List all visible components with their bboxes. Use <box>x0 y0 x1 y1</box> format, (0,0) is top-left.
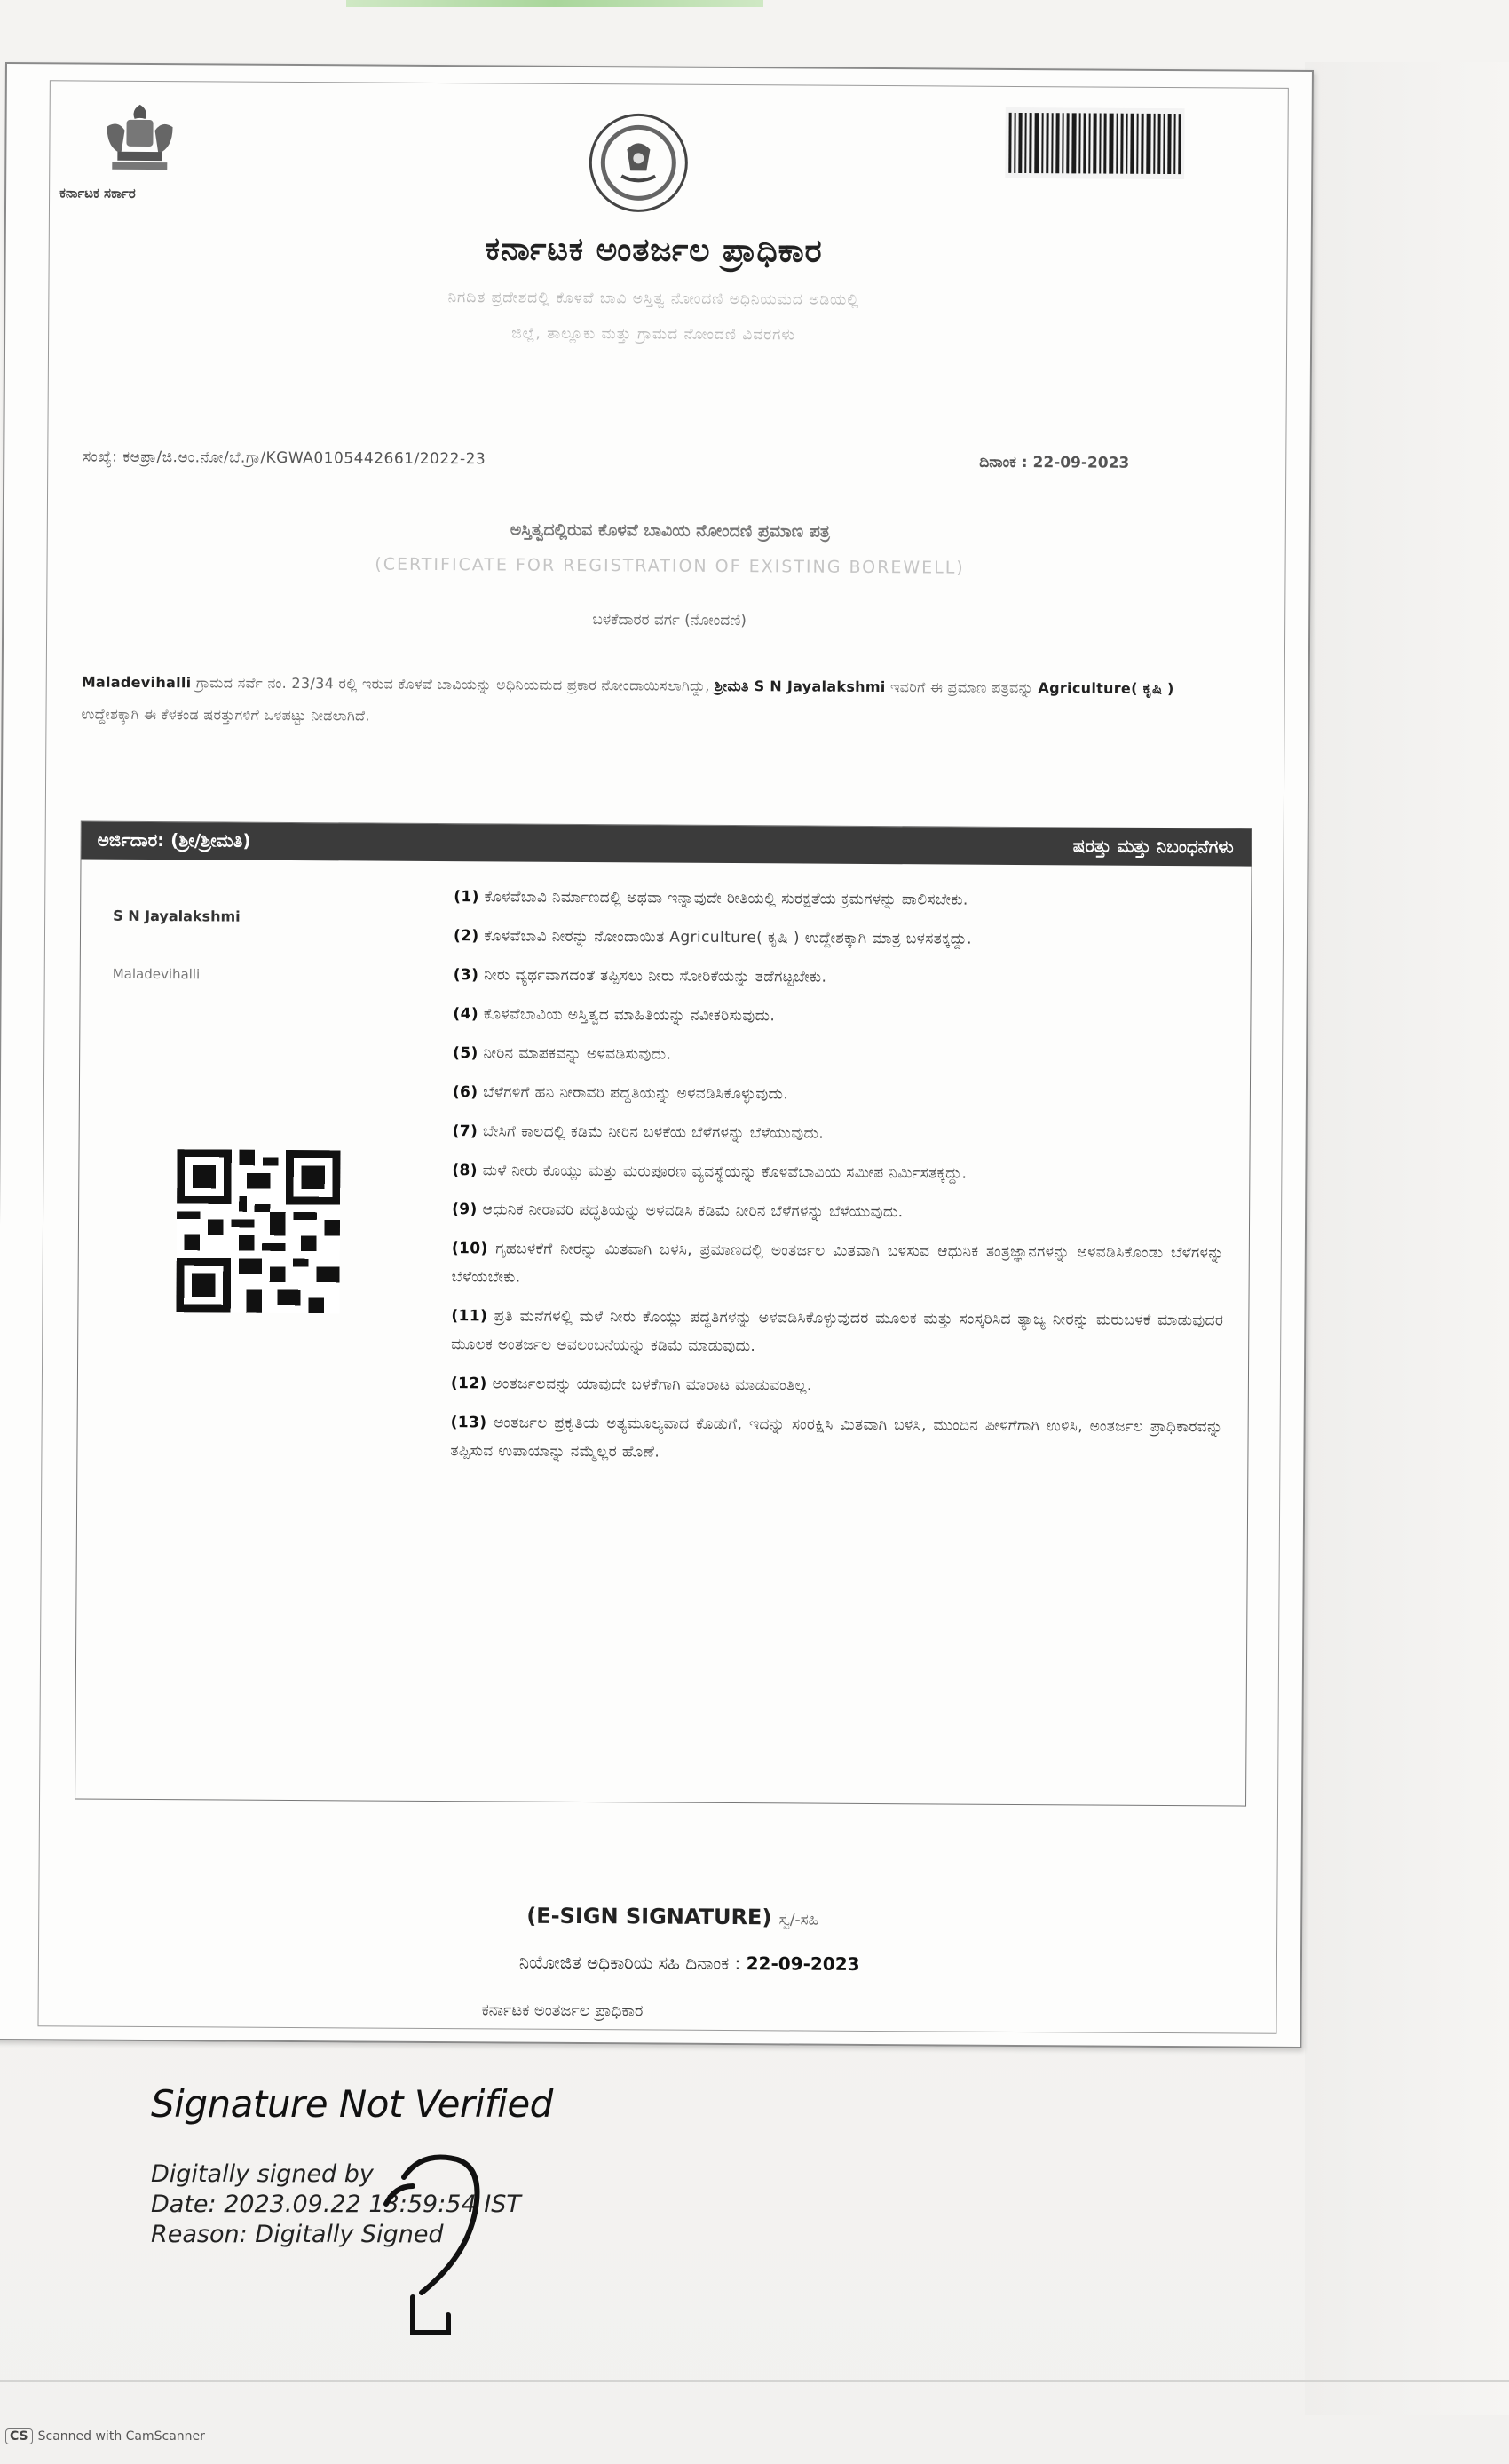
qr-code-icon <box>176 1149 340 1313</box>
table-header <box>82 822 1252 867</box>
conditions-column-header: ಷರತ್ತು ಮತ್ತು ನಿಬಂಧನೆಗಳು <box>1072 835 1234 858</box>
authority-subline-1: ನಿಗದಿತ ಪ್ರದೇಶದಲ್ಲಿ ಕೊಳವೆ ಬಾವಿ ಅಸ್ತಿತ್ವ ನೋಂದಣಿ ಅಧಿನಿಯಮದ ಅಡಿಯಲ್ಲಿ <box>447 289 860 309</box>
signed-by-line: Digitally signed by <box>151 2160 374 2188</box>
certificate-heading-kannada: ಅಸ್ತಿತ್ವದಲ್ಲಿರುವ ಕೊಳವೆ ಬಾವಿಯ ನೋಂದಣಿ ಪ್ರಮಾಣ ಪತ್ರ <box>510 519 830 542</box>
signature-reason-line: Reason: Digitally Signed <box>151 2221 444 2248</box>
condition-item: (13) ಅಂತರ್ಜಲ ಪ್ರಕೃತಿಯ ಅತ್ಯಮೂಲ್ಯವಾದ ಕೊಡುಗೆ, ಇದನ್ನು ಸಂರಕ್ಷಿಸಿ ಮಿತವಾಗಿ ಬಳಸಿ, ಮುಂದಿನ ಪೀಳಿಗೆಗಾಗಿ ಉಳಿಸಿ, ಅಂತರ್ಜಲ ಪ್ರಾಧಿಕಾರವನ್ನು ತಪ್ಪಿಸುವ ಉಪಾಯಾನ್ನು ನಮ್ಮೆಲ್ಲರ ಹೊಣೆ. <box>450 1414 1223 1462</box>
scanner-watermark <box>5 2428 205 2444</box>
underlying-page-edge <box>1305 62 1509 2415</box>
usage-type: Agriculture( ಕೃಷಿ ) <box>1038 679 1174 698</box>
applicant-column-header: ಅರ್ಜಿದಾರ: (ಶ್ರೀ/ಶ್ರೀಮತಿ) <box>97 828 251 852</box>
certificate-page <box>0 62 1314 2048</box>
issue-date: ದಿನಾಂಕ : 22-09-2023 <box>979 453 1130 472</box>
conditions-list <box>450 883 1226 1480</box>
conditions-table <box>75 821 1252 1807</box>
condition-item: (2) ಕೊಳವೆಬಾವಿ ನೀರನ್ನು ನೋಂದಾಯಿತ Agriculture( ಕೃಷಿ ) ಉದ್ದೇಶಕ್ಕಾಗಿ ಮಾತ್ರ ಬಳಸತಕ್ಕದ್ದು. <box>453 927 973 948</box>
condition-item: (1) ಕೊಳವೆಬಾವಿ ನಿರ್ಮಾಣದಲ್ಲಿ ಅಥವಾ ಇನ್ನಾವುದೇ ರೀತಿಯಲ್ಲಿ ಸುರಕ್ಷತೆಯ ಕ್ರಮಗಳನ್ನು ಪಾಲಿಸಬೇಕು. <box>454 888 968 909</box>
applicant-village: Maladevihalli <box>112 965 201 983</box>
condition-item: (6) ಬೆಳೆಗಳಿಗೆ ಹನಿ ನೀರಾವರಿ ಪದ್ಧತಿಯನ್ನು ಅಳವಡಿಸಿಕೊಳ್ಳುವುದು. <box>452 1083 789 1104</box>
authority-signatory: ಕರ್ನಾಟಕ ಅಂತರ್ಜಲ ಪ್ರಾಧಿಕಾರ <box>481 2001 644 2021</box>
signature-date-line: Date: 2023.09.22 13:59:54 IST <box>151 2191 521 2218</box>
owner-name: ಶ್ರೀಮತಿ S N Jayalakshmi <box>714 677 886 696</box>
certificate-body-paragraph <box>81 667 1217 738</box>
government-label: ಕರ್ನಾಟಕ ಸರ್ಕಾರ <box>59 185 136 202</box>
certificate-heading-english: (CERTIFICATE FOR REGISTRATION OF EXISTING BOREWELL) <box>375 554 965 578</box>
village-name: Maladevihalli <box>81 673 192 692</box>
condition-item: (5) ನೀರಿನ ಮಾಪಕವನ್ನು ಅಳವಡಿಸುವುದು. <box>453 1044 672 1064</box>
reference-number: ಸಂಖ್ಯೆ: ಕಅಪ್ರಾ/ಜಿ.ಅಂ.ನೋ/ಬೆ.ಗ್ರಾ/KGWA0105442661/2022-23 <box>83 448 486 469</box>
condition-item: (10) ಗೃಹಬಳಕೆಗೆ ನೀರನ್ನು ಮಿತವಾಗಿ ಬಳಸಿ, ಪ್ರಮಾಣದಲ್ಲಿ ಅಂತರ್ಜಲ ಮಿತವಾಗಿ ಬಳಸುವ ಆಧುನಿಕ ತಂತ್ರಜ್ಞಾನಗಳನ್ನು ಅಳವಡಿಸಿಕೊಂಡು ಬೆಳೆಗಳನ್ನು ಬೆಳೆಯಬೇಕು. <box>451 1240 1224 1287</box>
condition-item: (3) ನೀರು ವ್ಯರ್ಥವಾಗದಂತೆ ತಪ್ಪಿಸಲು ನೀರು ಸೋರಿಕೆಯನ್ನು ತಡೆಗಟ್ಟಬೇಕು. <box>453 966 827 986</box>
paragraph-text-1: ಗ್ರಾಮದ ಸರ್ವೆ ನಂ. 23/34 ರಲ್ಲಿ ಇರುವ ಕೊಳವೆ ಬಾವಿಯನ್ನು ಅಧಿನಿಯಮದ ಪ್ರಕಾರ ನೋಂದಾಯಿಸಲಾಗಿದ್ದು, <box>191 674 710 694</box>
authority-subline-2: ಜಿಲ್ಲೆ, ತಾಲ್ಲೂಕು ಮತ್ತು ಗ್ರಾಮದ ನೋಂದಣಿ ವಿವರಗಳು <box>511 324 796 345</box>
barcode-icon <box>1005 107 1184 179</box>
condition-item: (7) ಬೇಸಿಗೆ ಕಾಲದಲ್ಲಿ ಕಡಿಮೆ ನೀರಿನ ಬಳಕೆಯ ಬೆಳೆಗಳನ್ನು ಬೆಳೆಯುವುದು. <box>452 1122 825 1143</box>
paragraph-text-3: ಉದ್ದೇಶಕ್ಕಾಗಿ ಈ ಕೆಳಕಂಡ ಷರತ್ತುಗಳಿಗೆ ಒಳಪಟ್ಟು ನೀಡಲಾಗಿದೆ. <box>81 705 370 725</box>
scanner-text: Scanned with CamScanner <box>37 2429 205 2444</box>
applicant-name: S N Jayalakshmi <box>113 907 241 925</box>
esign-label: (E-SIGN SIGNATURE) ಸ್ವ/-ಸಹಿ <box>526 1903 819 1930</box>
condition-item: (4) ಕೊಳವೆಬಾವಿಯ ಅಸ್ತಿತ್ವದ ಮಾಹಿತಿಯನ್ನು ನವೀಕರಿಸುವುದು. <box>453 1005 776 1026</box>
authority-title: ಕರ್ನಾಟಕ ಅಂತರ್ಜಲ ಪ್ರಾಧಿಕಾರ <box>485 231 823 270</box>
condition-item: (8) ಮಳೆ ನೀರು ಕೊಯ್ಲು ಮತ್ತು ಮರುಪೂರಣ ವ್ಯವಸ್ಥೆಯನ್ನು ಕೊಳವೆಬಾವಿಯ ಸಮೀಪ ನಿರ್ಮಿಸತಕ್ಕದ್ದು. <box>452 1161 968 1183</box>
signature-status: Signature Not Verified <box>151 2082 553 2126</box>
officer-sign-date: ನಿಯೋಜಿತ ಅಧಿಕಾರಿಯ ಸಹಿ ದಿನಾಂಕ : 22-09-2023 <box>518 1951 860 1975</box>
condition-item: (11) ಪ್ರತಿ ಮನೆಗಳಲ್ಲಿ ಮಳೆ ನೀರು ಕೊಯ್ಲು ಪದ್ಧತಿಗಳನ್ನು ಅಳವಡಿಸಿಕೊಳ್ಳುವುದರ ಮೂಲಕ ಮತ್ತು ಸಂಸ್ಕರಿಸಿದ ತ್ಯಾಜ್ಯ ನೀರನ್ನು ಮರುಬಳಕೆ ಮಾಡುವುದರ ಮೂಲಕ ಅಂತರ್ಜಲ ಅವಲಂಬನೆಯನ್ನು ಕಡಿಮೆ ಮಾಡುವುದು. <box>451 1307 1224 1356</box>
page-fold-line <box>0 2380 1509 2382</box>
condition-item: (12) ಅಂತರ್ಜಲವನ್ನು ಯಾವುದೇ ಬಳಕೆಗಾಗಿ ಮಾರಾಟ ಮಾಡುವಂತಿಲ್ಲ. <box>450 1375 812 1395</box>
certificate-subheading: ಬಳಕೆದಾರರ ವರ್ಗ (ನೋಂದಣಿ) <box>592 611 747 630</box>
authority-seal-icon <box>588 112 691 215</box>
paragraph-text-2: ಇವರಿಗೆ ಈ ಪ್ರಮಾಣ ಪತ್ರವನ್ನು <box>885 678 1034 697</box>
camscanner-logo-icon: CS <box>5 2428 33 2444</box>
condition-item: (9) ಆಧುನಿಕ ನೀರಾವರಿ ಪದ್ಧತಿಯನ್ನು ಅಳವಡಿಸಿ ಕಡಿಮೆ ನೀರಿನ ಬೆಳೆಗಳನ್ನು ಬೆಳೆಯುವುದು. <box>452 1200 904 1222</box>
top-green-strip <box>346 0 763 7</box>
karnataka-emblem-icon <box>91 100 189 181</box>
signature-validity-mark-icon <box>359 2142 519 2355</box>
